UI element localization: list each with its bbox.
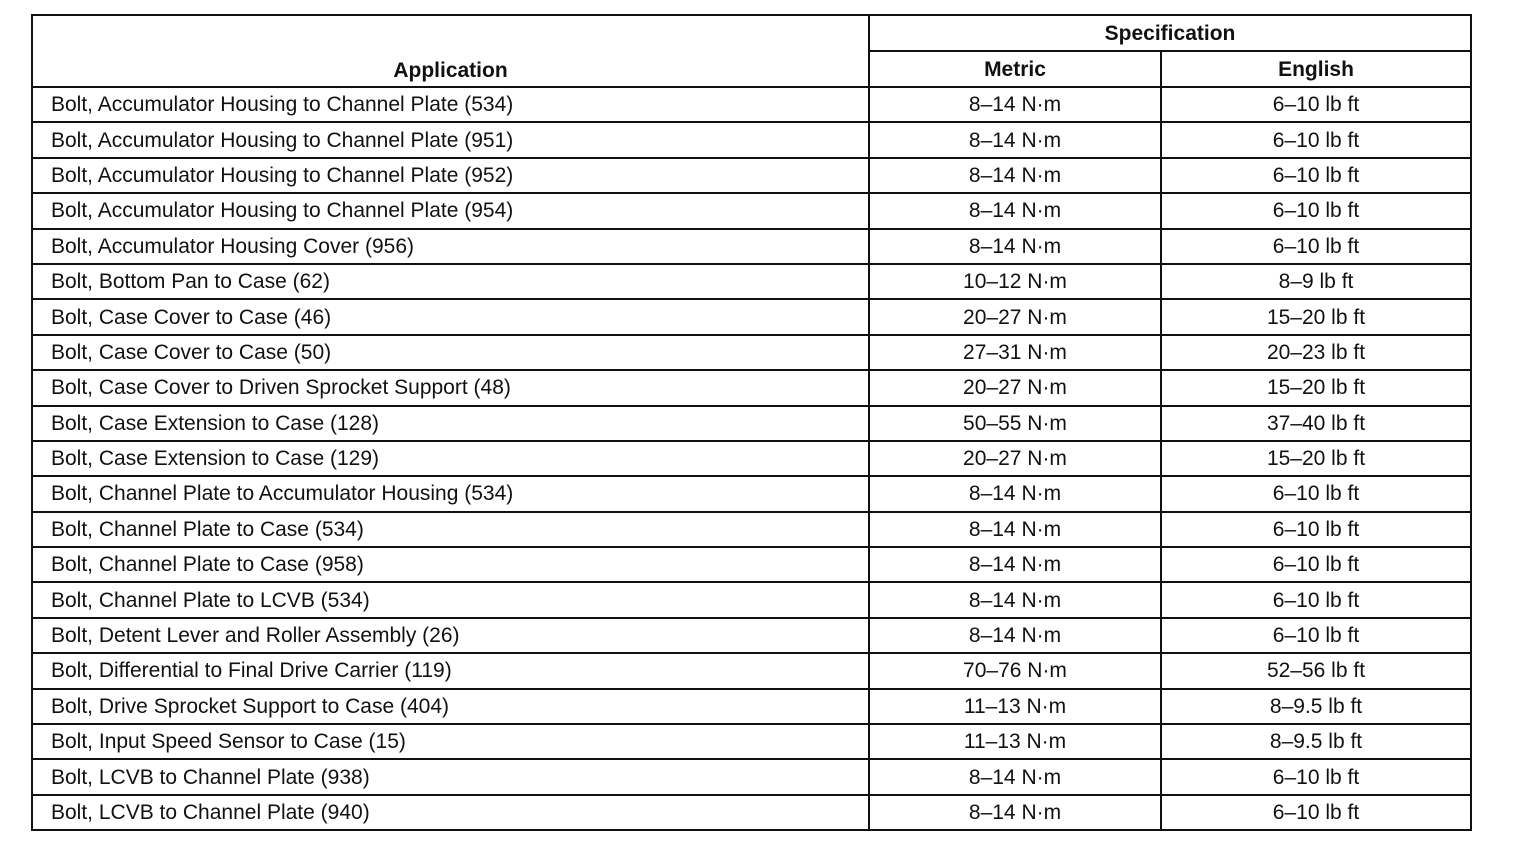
application-cell: Bolt, Case Cover to Case (46) (32, 299, 869, 334)
metric-cell: 8–14 N·m (869, 512, 1161, 547)
metric-cell: 8–14 N·m (869, 229, 1161, 264)
application-cell: Bolt, Case Extension to Case (129) (32, 441, 869, 476)
application-cell: Bolt, LCVB to Channel Plate (940) (32, 795, 869, 830)
english-cell: 6–10 lb ft (1161, 759, 1471, 794)
english-cell: 6–10 lb ft (1161, 122, 1471, 157)
table-row (32, 299, 1471, 334)
application-cell: Bolt, Channel Plate to Accumulator Housing (534) (32, 476, 869, 511)
application-cell: Bolt, Input Speed Sensor to Case (15) (32, 724, 869, 759)
application-header: Application (32, 15, 869, 87)
table-row (32, 193, 1471, 228)
table-row (32, 689, 1471, 724)
english-cell: 15–20 lb ft (1161, 441, 1471, 476)
table-header (32, 15, 1471, 87)
application-cell: Bolt, Accumulator Housing to Channel Plate (951) (32, 122, 869, 157)
table-row (32, 370, 1471, 405)
table-row (32, 759, 1471, 794)
metric-cell: 20–27 N·m (869, 370, 1161, 405)
application-cell: Bolt, Channel Plate to Case (534) (32, 512, 869, 547)
table-row (32, 547, 1471, 582)
table-row (32, 158, 1471, 193)
table-row (32, 724, 1471, 759)
metric-cell: 8–14 N·m (869, 618, 1161, 653)
application-cell: Bolt, Accumulator Housing to Channel Plate (954) (32, 193, 869, 228)
table-row (32, 406, 1471, 441)
table-row (32, 618, 1471, 653)
english-cell: 6–10 lb ft (1161, 547, 1471, 582)
english-cell: 6–10 lb ft (1161, 229, 1471, 264)
application-cell: Bolt, Case Cover to Driven Sprocket Support (48) (32, 370, 869, 405)
english-cell: 8–9 lb ft (1161, 264, 1471, 299)
metric-cell: 11–13 N·m (869, 689, 1161, 724)
table-row (32, 229, 1471, 264)
application-cell: Bolt, Accumulator Housing Cover (956) (32, 229, 869, 264)
table-row (32, 476, 1471, 511)
table-row (32, 87, 1471, 122)
english-cell: 52–56 lb ft (1161, 653, 1471, 688)
table-row (32, 653, 1471, 688)
specification-header: Specification (869, 15, 1471, 51)
application-cell: Bolt, Channel Plate to Case (958) (32, 547, 869, 582)
metric-cell: 20–27 N·m (869, 441, 1161, 476)
table-row (32, 795, 1471, 830)
application-cell: Bolt, Case Cover to Case (50) (32, 335, 869, 370)
application-cell: Bolt, Channel Plate to LCVB (534) (32, 582, 869, 617)
application-cell: Bolt, LCVB to Channel Plate (938) (32, 759, 869, 794)
torque-spec-table (31, 14, 1472, 831)
application-cell: Bolt, Bottom Pan to Case (62) (32, 264, 869, 299)
application-cell: Bolt, Drive Sprocket Support to Case (404) (32, 689, 869, 724)
english-cell: 15–20 lb ft (1161, 370, 1471, 405)
metric-cell: 8–14 N·m (869, 759, 1161, 794)
metric-cell: 20–27 N·m (869, 299, 1161, 334)
english-cell: 6–10 lb ft (1161, 582, 1471, 617)
metric-cell: 8–14 N·m (869, 158, 1161, 193)
table-row (32, 122, 1471, 157)
metric-cell: 8–14 N·m (869, 547, 1161, 582)
header-row-top (32, 15, 1471, 51)
english-cell: 37–40 lb ft (1161, 406, 1471, 441)
metric-cell: 8–14 N·m (869, 122, 1161, 157)
english-cell: 8–9.5 lb ft (1161, 724, 1471, 759)
application-cell: Bolt, Detent Lever and Roller Assembly (26) (32, 618, 869, 653)
english-cell: 6–10 lb ft (1161, 618, 1471, 653)
metric-header: Metric (869, 51, 1161, 87)
metric-cell: 11–13 N·m (869, 724, 1161, 759)
metric-cell: 8–14 N·m (869, 193, 1161, 228)
english-cell: 6–10 lb ft (1161, 193, 1471, 228)
english-cell: 20–23 lb ft (1161, 335, 1471, 370)
metric-cell: 8–14 N·m (869, 582, 1161, 617)
english-cell: 6–10 lb ft (1161, 512, 1471, 547)
metric-cell: 8–14 N·m (869, 87, 1161, 122)
application-cell: Bolt, Differential to Final Drive Carrier (119) (32, 653, 869, 688)
application-cell: Bolt, Case Extension to Case (128) (32, 406, 869, 441)
table-row (32, 582, 1471, 617)
english-cell: 6–10 lb ft (1161, 158, 1471, 193)
table-row (32, 512, 1471, 547)
english-cell: 6–10 lb ft (1161, 476, 1471, 511)
metric-cell: 10–12 N·m (869, 264, 1161, 299)
application-cell: Bolt, Accumulator Housing to Channel Plate (952) (32, 158, 869, 193)
table-body (32, 87, 1471, 830)
table-row (32, 441, 1471, 476)
english-cell: 6–10 lb ft (1161, 87, 1471, 122)
english-cell: 15–20 lb ft (1161, 299, 1471, 334)
metric-cell: 8–14 N·m (869, 795, 1161, 830)
english-cell: 8–9.5 lb ft (1161, 689, 1471, 724)
english-header: English (1161, 51, 1471, 87)
application-cell: Bolt, Accumulator Housing to Channel Plate (534) (32, 87, 869, 122)
metric-cell: 8–14 N·m (869, 476, 1161, 511)
table-row (32, 335, 1471, 370)
table-row (32, 264, 1471, 299)
metric-cell: 50–55 N·m (869, 406, 1161, 441)
english-cell: 6–10 lb ft (1161, 795, 1471, 830)
metric-cell: 27–31 N·m (869, 335, 1161, 370)
metric-cell: 70–76 N·m (869, 653, 1161, 688)
